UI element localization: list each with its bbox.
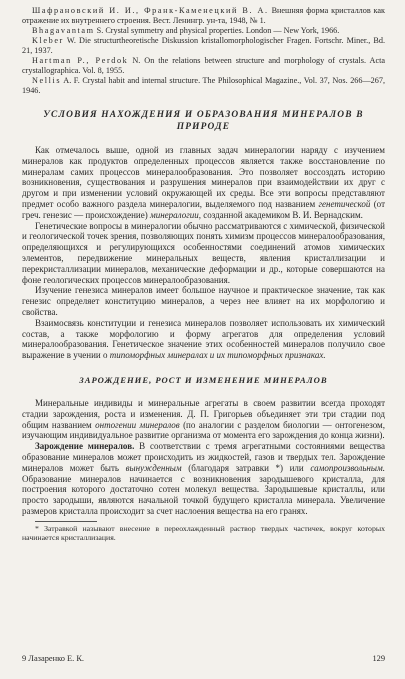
reference-text: N. On the relations between structure and morphology of crystals. Acta crystallographica. Vol. 8, 1955. — [22, 56, 385, 75]
italic-term: минералогии, — [149, 209, 201, 220]
reference-item — [22, 56, 385, 76]
text-run: созданной академиком В. И. Вернадским. — [200, 209, 363, 220]
reference-item — [22, 76, 385, 96]
reference-item — [22, 36, 385, 56]
reference-list — [22, 6, 385, 96]
reference-text: S. Crystal symmetry and physical properties. London — New York, 1966. — [94, 26, 340, 35]
text-run: Взаимосвязь конституции и генезиса минералов позволяет использовать их химический состав, а также морфологию и форму агрегатов для определения условий минералообразования. Генетическое значение этих особенностей минералов получило свое выражение в учении о — [22, 317, 385, 361]
footnote-divider — [35, 521, 97, 522]
reference-item — [22, 26, 385, 36]
page-number: 129 — [372, 654, 385, 663]
italic-term: онтогении минералов — [95, 419, 180, 430]
section-body-conditions — [22, 145, 385, 361]
italic-term: вынужденным — [125, 462, 182, 473]
reference-text: A. F. Crystal habit and internal structure. The Philosophical Magazine., Vol. 37, Nos. 266—267, 1946. — [22, 76, 385, 95]
text-run: Как отмечалось выше, одной из главных задач минералогии наряду с изучением минералов как продуктов определенных процессов является также восстановление по минералам самих процессов минералообразования. Это позволяет воссоздать историю возникновения, существования и разрушения минералов при взаимодействии их друг с другом и при изменении условий окружающей их среды. Все эти вопросы представляют предмет особо важного раздела минералогии, выделяемого под названием — [22, 145, 385, 209]
reference-text: W. Die structurtheoretische Diskussion kristallomorphologischer Fragen. Fortschr. Miner., Bd. 21, 1937. — [22, 36, 385, 55]
italic-term: генетической — [318, 198, 371, 209]
italic-term: самопроизвольным. — [310, 462, 385, 473]
paragraph — [22, 145, 385, 221]
footnote: * Затравкой называют внесение в переохлажденный раствор твердых частичек, вокруг которых начинается кристаллизация. — [22, 523, 385, 543]
paragraph: Изучение генезиса минералов имеет большое научное и практическое значение, так как генезис определяет конституцию минералов, а через нее влияет на их морфологию и свойства. — [22, 285, 385, 317]
page-footer — [22, 654, 385, 663]
text-run: Минеральные индивиды и минеральные агрегаты в своем развитии всегда проходят стадии зарождения, роста и изменения. Д. П. Григорьев объединяет эти три стадии под общим названием — [22, 397, 385, 430]
reference-author: Nellis — [32, 76, 62, 85]
reference-item — [22, 6, 385, 26]
reference-text: Внешняя форма кристаллов как отражение их внутреннего строения. Вест. Ленингр. ун-та, 1948, № 1. — [22, 6, 386, 25]
reference-author: Kleber — [32, 36, 64, 45]
section-heading-conditions: УСЛОВИЯ НАХОЖДЕНИЯ И ОБРАЗОВАНИЯ МИНЕРАЛОВ В ПРИРОДЕ — [43, 110, 364, 132]
text-run: В соответствии с тремя агрегатными состояниями вещества образование минералов может происходить из жидкостей, газов и твердых тел. Зарождение минералов может быть — [22, 441, 385, 473]
reference-author: Hartman P., Perdok — [32, 56, 129, 65]
paragraph: Генетические вопросы в минералогии обычно рассматриваются с химической, физической и геологической точек зрения, позволяющих понять химизм процессов минералообразования, определяющихся и регулирующихся особенностями соединений атомов химических элементов, передвижение минеральных веществ, явления кристаллизации и перекристаллизации минералов, механические деформации и др., которые совершаются на фоне геологических процессов минералообразования. — [22, 220, 385, 285]
paragraph-lead: Зарождение минералов. — [35, 441, 135, 452]
paragraph — [22, 398, 385, 441]
text-run: Образование минералов начинается с возникновения зародышевого кристалла, для построения которого достаточно сотен молекул вещества. Зародышевые кристаллы, или просто зародыши, являются начальной точкой будущего кристалла минерала. Увеличение размеров кристалла происходит за счет наслоения вещества на его гранях. — [22, 473, 385, 516]
section-body-origin — [22, 398, 385, 517]
signature-mark: 9 Лазаренко Е. К. — [22, 654, 84, 663]
paragraph — [22, 318, 385, 361]
section-heading-origin: ЗАРОЖДЕНИЕ, РОСТ И ИЗМЕНЕНИЕ МИНЕРАЛОВ — [79, 374, 328, 385]
text-run: (благодаря затравки *) или — [181, 462, 311, 473]
text-run: (от греч. генезис — происхождение) — [22, 198, 385, 220]
paragraph — [22, 441, 385, 517]
text-run: (по аналогии с разделом биологии — онтогенезом, изучающим индивидуальное развитие организма от момента его зарождения до конца жизни). — [22, 419, 385, 441]
reference-author: Шафрановский И. И., Франк-Каменецкий В. А. — [32, 6, 269, 15]
reference-author: Bhagavantam — [32, 26, 95, 35]
italic-term: типоморфных минералах и их типоморфных признаках. — [109, 350, 326, 361]
